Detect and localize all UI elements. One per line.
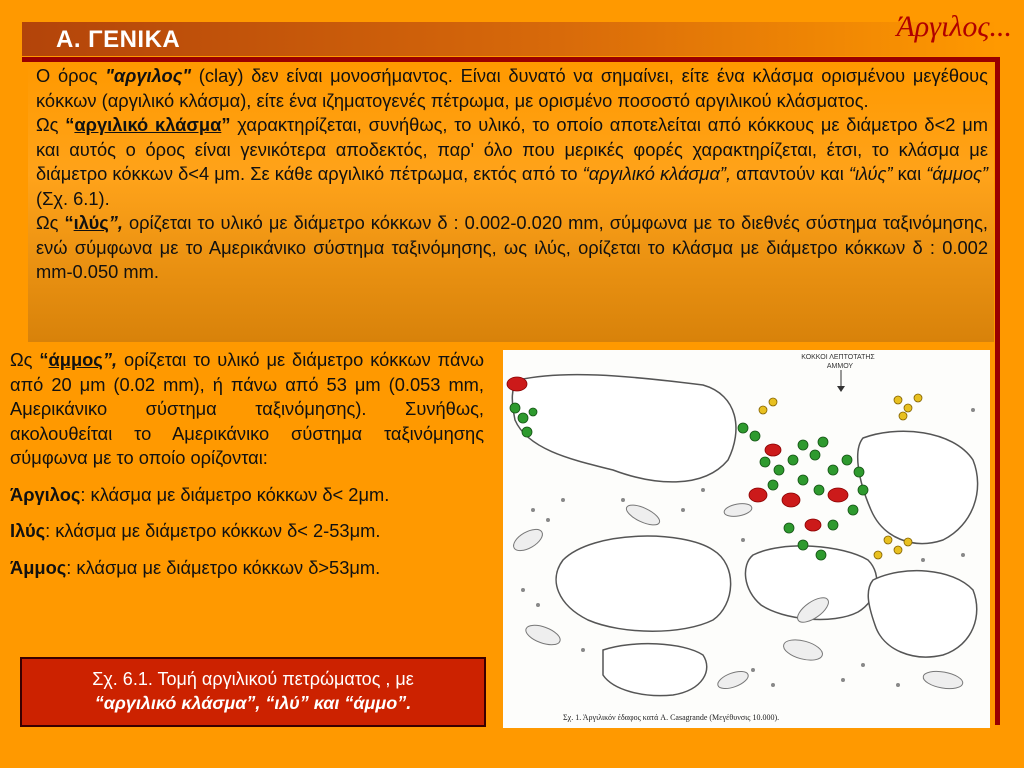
section-title-bar xyxy=(22,22,998,56)
clay-section-figure xyxy=(503,350,990,728)
paragraph-clay-term: Ο όρος "αργιλος" (clay) δεν είναι μονοσήμαντος. Είναι δυνατό να σημαίνει, είτε ένα κλάσμα ορισμένου μεγέθους κόκκων (αργιλικό κλάσμα), είτε ένα ιζηματογενές πέτρωμα, με ορισμένο ποσοστό αργιλικού κλάσματος. xyxy=(36,65,988,111)
sand-grain-5 xyxy=(868,571,977,657)
sand-grain-2 xyxy=(858,431,978,543)
figure-caption-box xyxy=(20,657,486,727)
red-divider-top xyxy=(22,57,1000,62)
paragraph-silt: Ως “ιλύς”, ορίζεται το υλικό με διάμετρο κόκκων δ : 0.002-0.020 mm, σύμφωνα με το διεθνές σύστημα ταξινόμησης, ενώ σύμφωνα με το Αμερικάνικο σύστημα ταξινόμησης, ως ιλύς, ορίζεται το κλάσμα με διάμετρο κόκκων δ : 0.002 mm-0.050 mm. xyxy=(36,212,988,282)
sand-grain-1 xyxy=(512,375,736,482)
intro-text-box xyxy=(28,64,994,342)
clay-section-drawing xyxy=(503,350,990,728)
sand-grain-6 xyxy=(603,644,707,696)
sand-grain-3 xyxy=(556,536,731,631)
paragraph-sand: Ως “άμμος”, ορίζεται το υλικό με διάμετρο κόκκων πάνω από 20 μm (0.02 mm), ή πάνω από 53 μm (0.053 mm, Αμερικάνικο σύστημα ταξινόμησης). Συνήθως, ακολουθείται το Αμερικάνικο σύστημα ταξινόμησης σύμφωνα με το οποίο ορίζονται: xyxy=(10,349,484,468)
figure-bottom-caption: Σχ. 1. Άργιλικόν έδαφος κατά A. Casagrande (Μεγέθυνσις 10.000). xyxy=(563,713,780,722)
sand-text-box xyxy=(10,348,484,580)
figure-top-label-1: ΚΟΚΚΟΙ ΛΕΠΤΟΤΑΤΗΣ xyxy=(801,354,875,361)
red-divider-right xyxy=(995,57,1000,725)
caption-line-2: “αργιλικό κλάσμα”, “ιλύ” και “άμμο”. xyxy=(94,693,412,713)
slide-title: Άργιλος... xyxy=(896,10,1012,43)
paragraph-clay-fraction: Ως “αργιλικό κλάσμα” χαρακτηρίζεται, συνήθως, το υλικό, το οποίο αποτελείται από κόκκους με διάμετρο δ<2 μm και αυτός ο όρος είναι γενικότερα αποδεκτός, παρ' όλο που μερικές φορές χαρακτηρίζεται, έτσι, το κλάσμα με διάμετρο κόκκων δ<4 μm. Σε κάθε αργιλικό πέτρωμα, εκτός από το “αργιλικό κλάσμα”, απαντούν και “ιλύς” και “άμμος” (Σχ. 6.1). xyxy=(36,114,988,209)
definition-silt: Ιλύς: κλάσμα με διάμετρο κόκκων δ< 2-53μm. xyxy=(10,520,381,541)
definition-clay: Άργιλος: κλάσμα με διάμετρο κόκκων δ< 2μm. xyxy=(10,483,390,505)
caption-line-1: Σχ. 6.1. Τομή αργιλικού πετρώματος , με xyxy=(92,669,414,689)
figure-label-arrowhead xyxy=(837,386,845,392)
figure-top-label-2: ΑΜΜΟΥ xyxy=(826,363,854,370)
section-title: Α. ΓΕΝΙΚΑ xyxy=(56,26,181,53)
definition-sand: Άμμος: κλάσμα με διάμετρο κόκκων δ>53μm. xyxy=(10,556,381,578)
